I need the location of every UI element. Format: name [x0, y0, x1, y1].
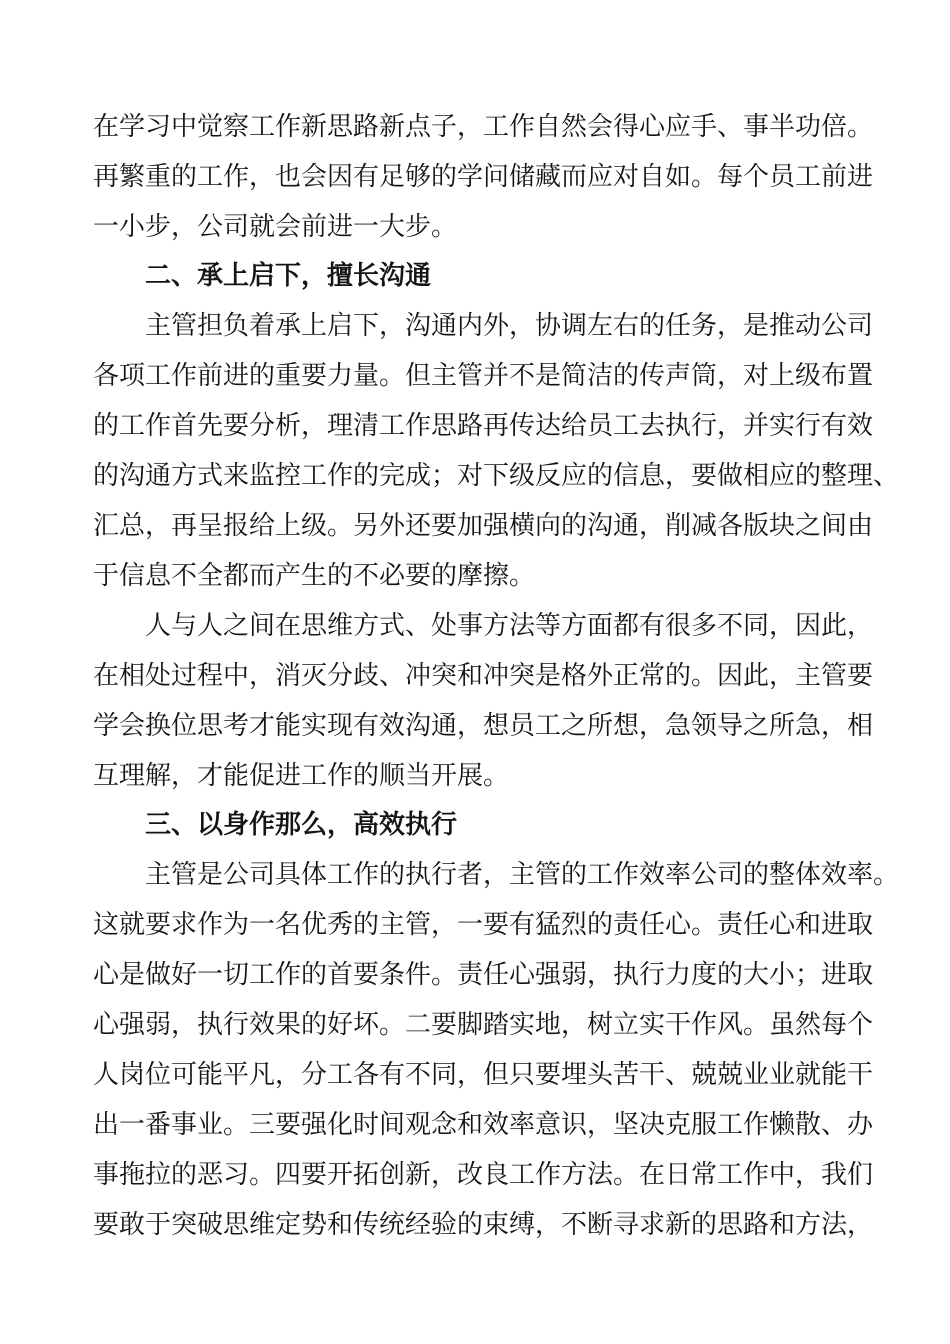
body-line: 的沟通方式来监控工作的完成；对下级反应的信息，要做相应的整理、 — [93, 461, 900, 491]
section-heading: 三、以身作那么，高效执行 — [145, 810, 458, 840]
body-line: 人与人之间在思维方式、处事方法等方面都有很多不同，因此， — [145, 611, 874, 641]
body-line: 出一番事业。三要强化时间观念和效率意识，坚决克服工作懒散、办 — [93, 1110, 874, 1140]
body-line: 心是做好一切工作的首要条件。责任心强弱，执行力度的大小；进取 — [93, 960, 874, 990]
body-line: 主管是公司具体工作的执行者，主管的工作效率公司的整体效率。 — [145, 860, 900, 890]
section-heading: 二、承上启下，擅长沟通 — [145, 261, 432, 291]
body-line: 事拖拉的恶习。四要开拓创新，改良工作方法。在日常工作中，我们 — [93, 1160, 874, 1190]
body-line: 要敢于突破思维定势和传统经验的束缚，不断寻求新的思路和方法， — [93, 1210, 874, 1240]
body-line: 心强弱，执行效果的好坏。二要脚踏实地，树立实干作风。虽然每个 — [93, 1010, 874, 1040]
body-line: 各项工作前进的重要力量。但主管并不是简洁的传声筒，对上级布置 — [93, 361, 874, 391]
body-line: 汇总，再呈报给上级。另外还要加强横向的沟通，削减各版块之间由 — [93, 511, 874, 541]
body-line: 在学习中觉察工作新思路新点子，工作自然会得心应手、事半功倍。 — [93, 112, 874, 142]
body-line: 再繁重的工作，也会因有足够的学问储藏而应对自如。每个员工前进 — [93, 162, 874, 192]
body-line: 互理解，才能促进工作的顺当开展。 — [93, 761, 510, 791]
body-line: 一小步，公司就会前进一大步。 — [93, 212, 458, 242]
body-line: 主管担负着承上启下，沟通内外，协调左右的任务，是推动公司 — [145, 311, 874, 341]
body-line: 人岗位可能平凡，分工各有不同，但只要埋头苦干、兢兢业业就能干 — [93, 1060, 874, 1090]
body-line: 在相处过程中，消灭分歧、冲突和冲突是格外正常的。因此，主管要 — [93, 661, 874, 691]
body-line: 的工作首先要分析，理清工作思路再传达给员工去执行，并实行有效 — [93, 411, 874, 441]
body-line: 这就要求作为一名优秀的主管，一要有猛烈的责任心。责任心和进取 — [93, 910, 874, 940]
body-line: 于信息不全都而产生的不必要的摩擦。 — [93, 561, 536, 591]
body-line: 学会换位思考才能实现有效沟通，想员工之所想，急领导之所急，相 — [93, 711, 874, 741]
